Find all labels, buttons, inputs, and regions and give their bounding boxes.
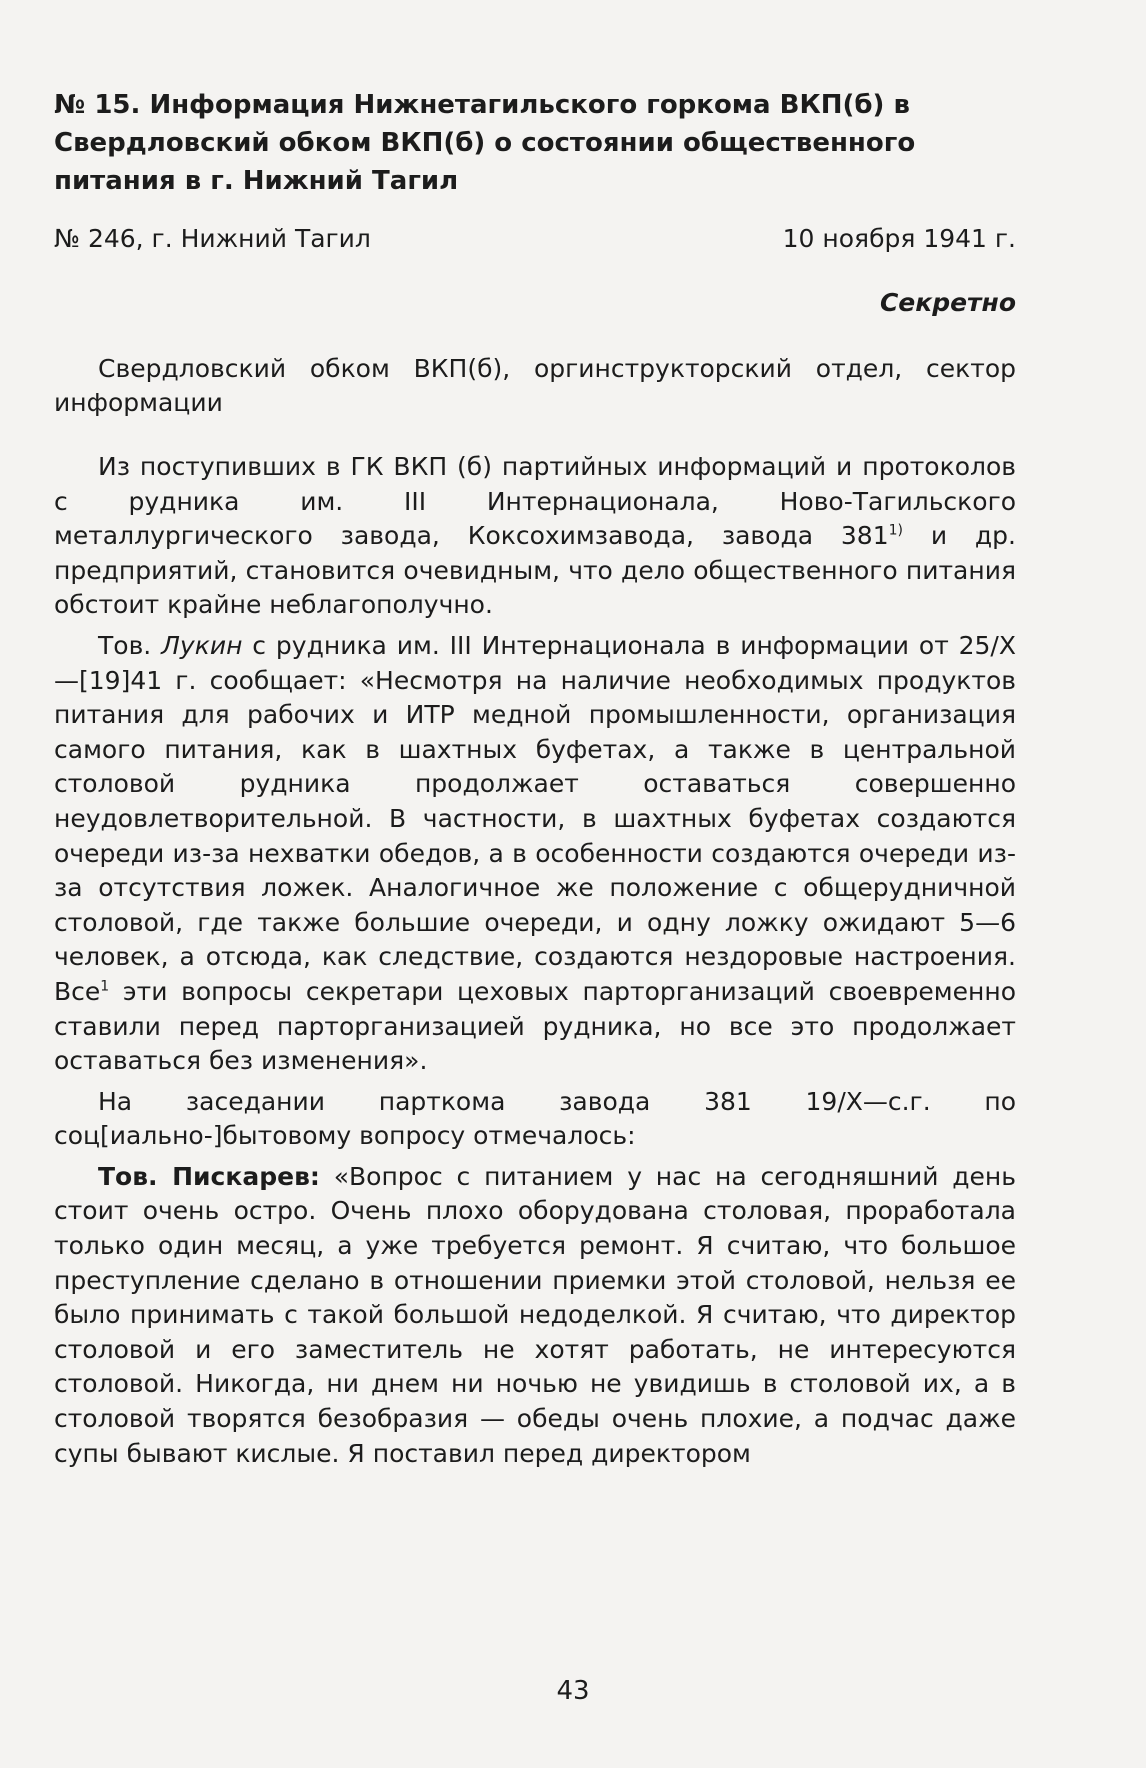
document-date: 10 ноября 1941 г. — [782, 224, 1016, 253]
document-page — [54, 86, 1016, 1471]
paragraph-text: Из поступивших в ГК ВКП (б) партийных информаций и протоколов с рудника им. III Интернационала, Ново-Тагильского металлургического завода, Коксохимзавода, завода 381 — [54, 452, 1016, 551]
paragraph-partkom: На заседании парткома завода 381 19/X—с.г. по соц[иально-]бытовому вопросу отмечалось: — [54, 1086, 1016, 1151]
footnote-marker: 1) — [888, 522, 903, 539]
paragraph-text: с рудника им. III Интернационала в информации от 25/X—[19]41 г. сообщает: «Несмотря на наличие необходимых продуктов питания для рабочих и ИТР медной промышленности, организация самого питания, как в шахтных буфетах, а также в центральной столовой рудника продолжает оставаться совершенно неудовлетворительной. В частности, в шахтных буфетах создаются очереди из-за нехватки обедов, а в особенности создаются очереди из-за отсутствия ложек. Аналогичное же положение с общерудничной столовой, где также большие очереди, и одну ложку ожидают 5—6 человек, а отсюда, как следствие, создаются нездоровые настроения. Все — [54, 630, 1016, 1006]
paragraph-intro — [54, 450, 1016, 623]
page-number: 43 — [556, 1676, 590, 1706]
person-name: Лукин — [161, 630, 243, 660]
addressee: Свердловский обком ВКП(б), оргинструкторский отдел, сектор информации — [54, 354, 1016, 417]
document-heading: № 15. Информация Нижнетагильского горкома ВКП(б) в Свердловский обком ВКП(б) о состоянии общественного питания в г. Нижний Тагил — [54, 90, 916, 196]
paragraph-text: эти вопросы секретари цеховых парторганизаций своевременно ставили перед парторганизацией рудника, но все это продолжает оставаться без изменения». — [54, 976, 1016, 1076]
speaker-name: Тов. Пискарев: — [98, 1161, 320, 1191]
paragraph-text: и др. предприятий, становится очевидным, что дело общественного питания обстоит крайне неблагополучно. — [54, 521, 1016, 620]
paragraph-text: Тов. — [98, 630, 162, 660]
paragraph-text: «Вопрос с питанием у нас на сегодняшний день стоит очень остро. Очень плохо оборудована столовая, проработала только один месяц, а уже требуется ремонт. Я считаю, что большое преступление сделано в отношении приемки этой столовой, нельзя ее было принимать с такой большой недоделкой. Я считаю, что директор столовой и его заместитель не хотят работать, не интересуются столовой. Никогда, ни днем ни ночью не увидишь в столовой их, а в столовой творятся безобразия — обеды очень плохие, а подчас даже супы бывают кислые. Я поставил перед директором — [54, 1161, 1017, 1468]
paragraph-lukin — [54, 629, 1016, 1079]
footnote-marker: 1 — [100, 978, 110, 995]
document-number-place: № 246, г. Нижний Тагил — [54, 224, 371, 253]
document-meta — [54, 222, 1016, 256]
classification-mark: Секретно — [879, 288, 1016, 317]
paragraph-piskarev — [54, 1160, 1016, 1471]
